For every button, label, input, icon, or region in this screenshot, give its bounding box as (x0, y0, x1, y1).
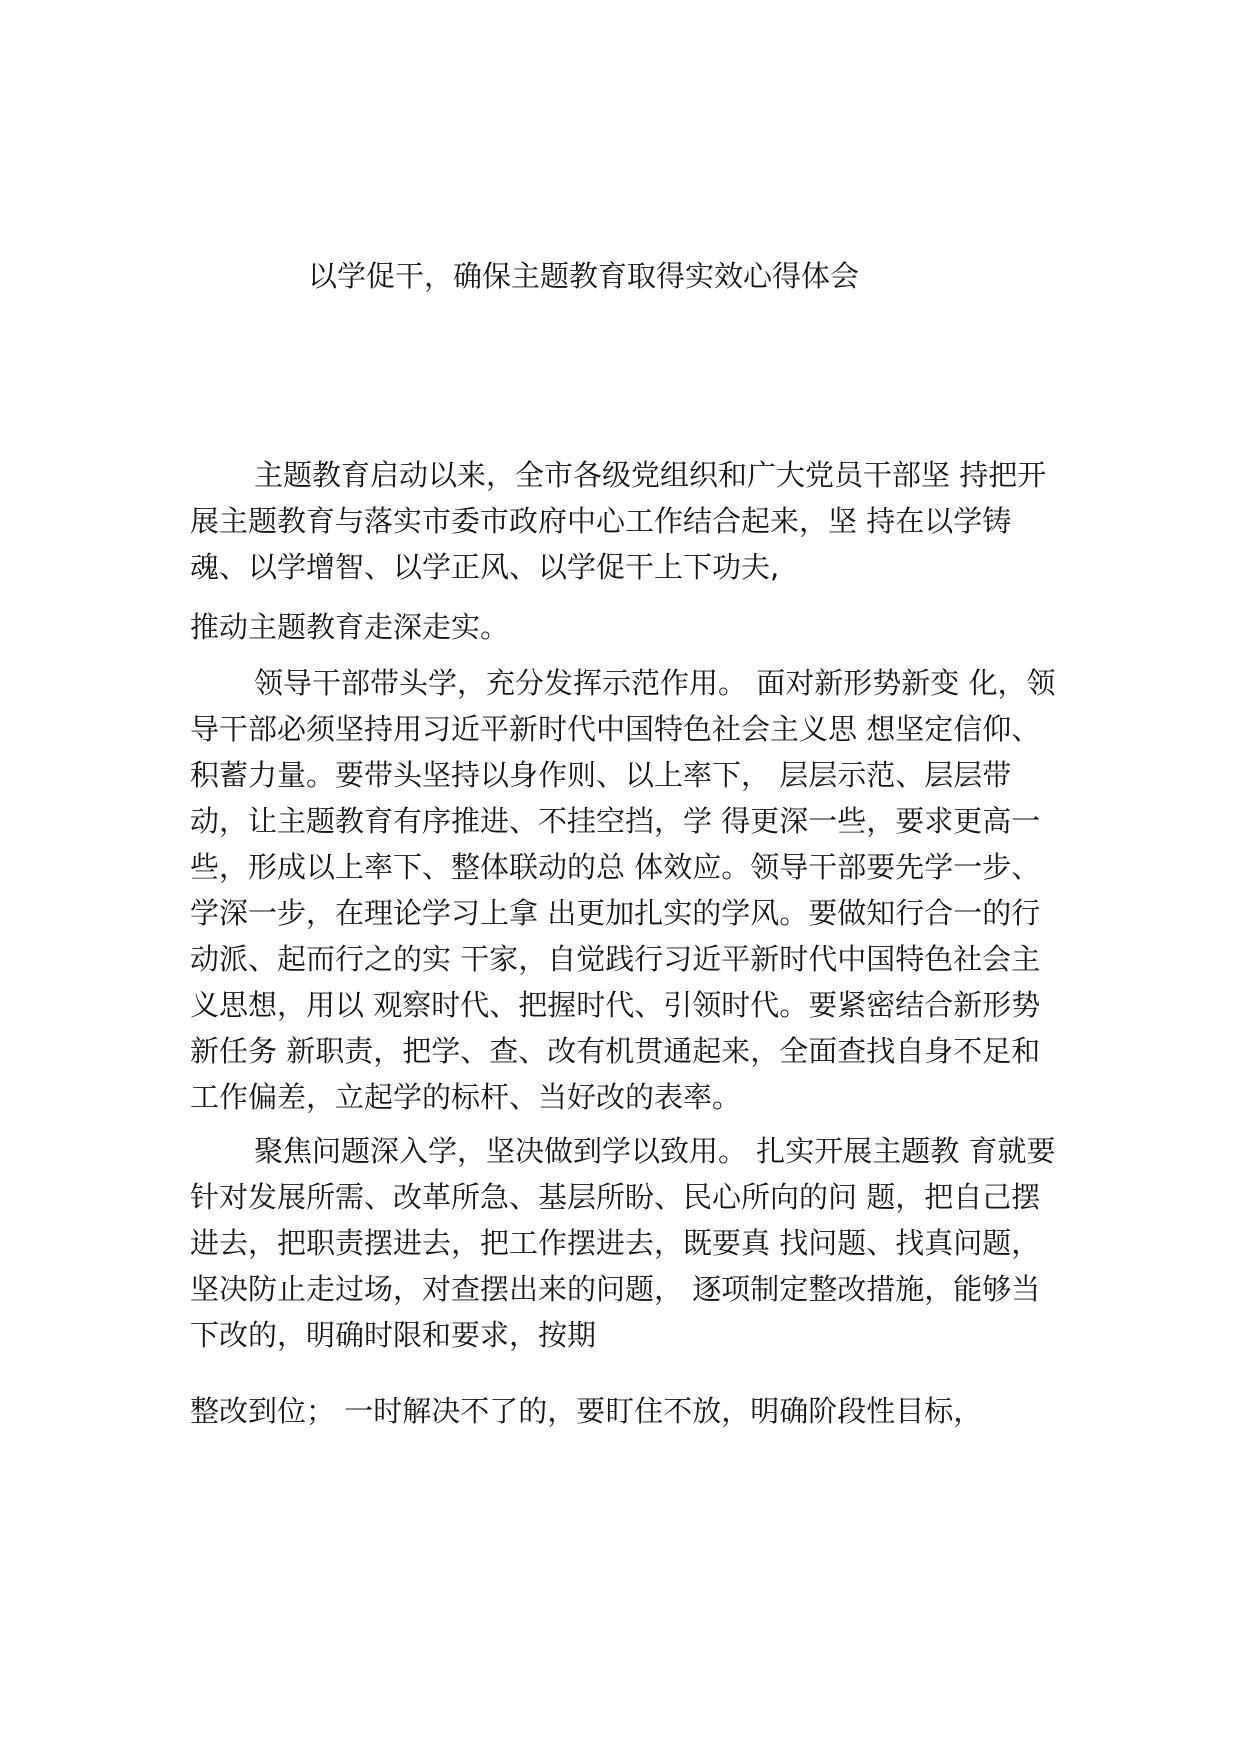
text-line: 展主题教育与落实市委市政府中心工作结合起来，坚 持在以学铸 (190, 504, 1012, 538)
text-line: 新任务 新职责，把学、查、改有机贯通起来，全面查找自身不足和 (190, 1034, 1041, 1068)
document-title: 以学促干，确保主题教育取得实效心得体会 (308, 259, 860, 293)
text-line: 针对发展所需、改革所急、基层所盼、民心所向的问 题，把自己摆 (190, 1180, 1041, 1214)
text-line: 整改到位； 一时解决不了的，要盯住不放，明确阶段性目标， (190, 1394, 983, 1428)
text-line: 动，让主题教育有序推进、不挂空挡，学 得更深一些，要求更高一 (190, 804, 1041, 838)
text-line: 些，形成以上率下、整体联动的总 体效应。领导干部要先学一步、 (190, 850, 1041, 884)
text-line: 义思想，用以 观察时代、把握时代、引领时代。要紧密结合新形势 (190, 988, 1041, 1022)
paragraph-1-continuation (190, 604, 1070, 650)
text-line: 推动主题教育走深走实。 (190, 610, 510, 644)
text-line: 工作偏差，立起学的标杆、当好改的表率。 (190, 1080, 742, 1114)
text-line: 下改的，明确时限和要求，按期 (190, 1318, 597, 1352)
paragraph-3 (190, 1128, 1070, 1358)
paragraph-3-continuation (190, 1388, 1070, 1434)
text-line: 领导干部带头学，充分发挥示范作用。 面对新形势新变 化，领 (254, 666, 1056, 700)
text-line: 导干部必须坚持用习近平新时代中国特色社会主义思 想坚定信仰、 (190, 712, 1041, 746)
text-line: 动派、起而行之的实 干家，自觉践行习近平新时代中国特色社会主 (190, 942, 1041, 976)
text-line: 主题教育启动以来，全市各级党组织和广大党员干部坚 持把开 (254, 458, 1047, 492)
text-line: 积蓄力量。要带头坚持以身作则、以上率下， 层层示范、层层带 (190, 758, 1012, 792)
text-line: 学深一步，在理论学习上拿 出更加扎实的学风。要做知行合一的行 (190, 896, 1041, 930)
text-line: 魂、以学增智、以学正风、以学促干上下功夫, (190, 550, 780, 584)
paragraph-2-continuation (190, 1074, 1070, 1120)
text-line: 进去，把职责摆进去，把工作摆进去，既要真 找问题、找真问题， (190, 1226, 1041, 1260)
paragraph-2 (190, 660, 1070, 1074)
paragraph-1 (190, 452, 1070, 590)
text-line: 坚决防止走过场，对查摆出来的问题， 逐项制定整改措施，能够当 (190, 1272, 1041, 1306)
text-line: 聚焦问题深入学，坚决做到学以致用。 扎实开展主题教 育就要 (254, 1134, 1056, 1168)
